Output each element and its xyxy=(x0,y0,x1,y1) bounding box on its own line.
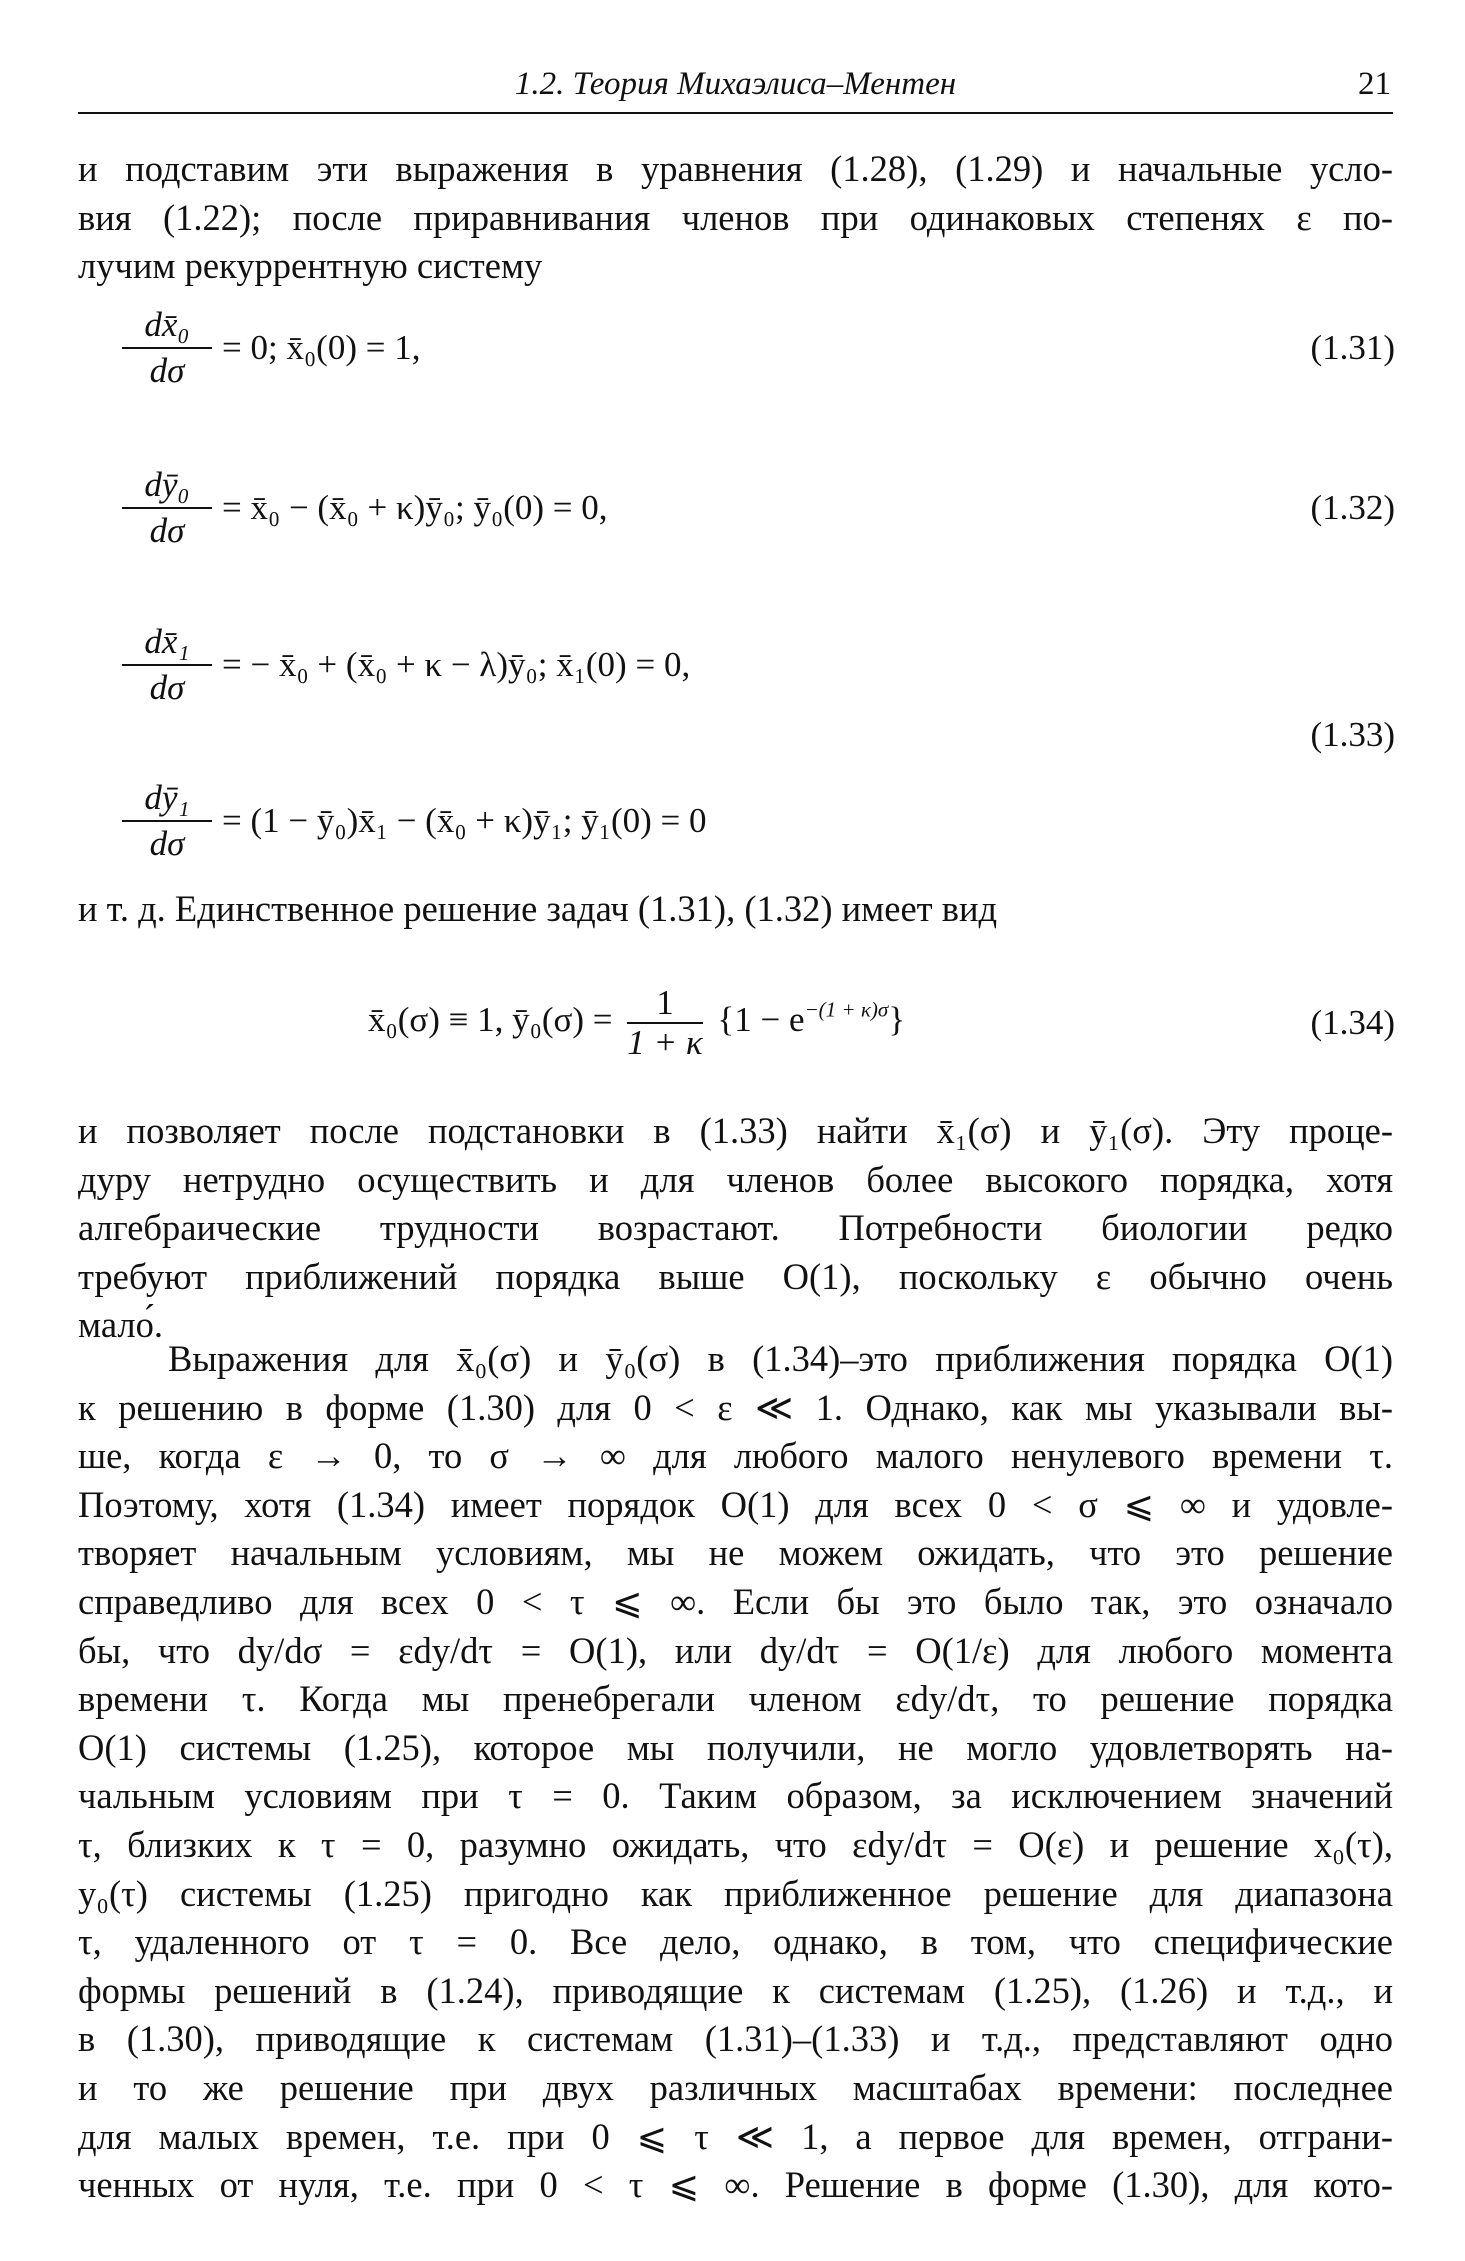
paragraph-solution-intro xyxy=(78,885,1393,934)
fraction-numerator: dx̄₀ xyxy=(144,305,190,344)
exponent: −(1 + κ)σ xyxy=(804,997,889,1022)
fraction-denominator: dσ xyxy=(149,824,185,863)
fraction xyxy=(122,465,212,551)
fraction-denominator: dσ xyxy=(149,351,185,390)
text-line: формы решений в (1.24), приводящие к системам (1.25), (1.26) и т.д., и xyxy=(78,1969,1393,2011)
text-line: и позволяет после подстановки в (1.33) найти x̄₁(σ) и ȳ₁(σ). Эту проце- xyxy=(78,1110,1393,1151)
equation-lhs: x̄₀(σ) ≡ 1, ȳ₀(σ) = xyxy=(368,1000,613,1040)
text-line: τ, удаленного от τ = 0. Все дело, однако, в том, что специфические xyxy=(78,1921,1393,1963)
text-line: Выражения для x̄₀(σ) и ȳ₀(σ) в (1.34)–это приближения порядка O(1) xyxy=(168,1338,1393,1379)
equation-number: (1.34) xyxy=(1310,1003,1395,1042)
running-title: 1.2. Теория Михаэлиса–Ментен xyxy=(514,66,957,102)
equation-1-33b xyxy=(100,778,1395,863)
text-line: к решению в форме (1.30) для 0 < ε ≪ 1. Однако, как мы указывали вы- xyxy=(78,1386,1393,1428)
equation-rhs: = x̄₀ − (x̄₀ + κ)ȳ₀; ȳ₀(0) = 0, xyxy=(222,488,608,527)
text-line: y₀(τ) системы (1.25) пригодно как приближенное решение для диапазона xyxy=(78,1872,1393,1914)
fraction-numerator: dx̄₁ xyxy=(144,622,190,661)
text-line: и то же решение при двух различных масштабах времени: последнее xyxy=(78,2066,1393,2108)
fraction-numerator: 1 xyxy=(656,983,674,1022)
equation-rhs: = − x̄₀ + (x̄₀ + κ − λ)ȳ₀; x̄₁(0) = 0, xyxy=(222,645,691,684)
paragraph-intro xyxy=(78,145,1393,291)
equation-1-33a xyxy=(100,622,1395,707)
text-line: вия (1.22); после приравнивания членов при одинаковых степенях ε по- xyxy=(78,196,1393,238)
equation-rhs: = (1 − ȳ₀)x̄₁ − (x̄₀ + κ)ȳ₁; ȳ₁(0) = 0 xyxy=(222,801,707,840)
text-line: и подставим эти выражения в уравнения (1.28), (1.29) и начальные усло- xyxy=(78,148,1393,189)
equation-body xyxy=(368,984,905,1062)
text-line: и т. д. Единственное решение задач (1.31), (1.32) имеет вид xyxy=(78,888,998,929)
paragraph-continuation xyxy=(78,1107,1393,1350)
equation-1-32 xyxy=(100,465,1395,550)
text-line: требуют приближений порядка выше O(1), поскольку ε обычно очень xyxy=(78,1255,1393,1297)
running-header xyxy=(78,62,1393,112)
text-line: τ, близких к τ = 0, разумно ожидать, что εdy/dτ = O(ε) и решение x₀(τ), xyxy=(78,1823,1393,1865)
equation-number: (1.33) xyxy=(1310,715,1395,754)
equation-1-33-label-row xyxy=(100,703,1395,763)
brace-expression: {1 − e xyxy=(717,1000,805,1040)
text-line: ченных от нуля, т.е. при 0 < τ ⩽ ∞. Решение в форме (1.30), для кото- xyxy=(78,2164,1393,2206)
page-number: 21 xyxy=(1358,66,1391,102)
text-line: справедливо для всех 0 < τ ⩽ ∞. Если бы это было так, это означало xyxy=(78,1580,1393,1622)
text-line: чальным условиям при τ = 0. Таким образом, за исключением значений xyxy=(78,1775,1393,1817)
text-line: мало́. xyxy=(78,1304,163,1346)
text-line: лучим рекуррентную систему xyxy=(78,245,543,287)
fraction-numerator: dȳ₀ xyxy=(144,465,190,504)
equation-number: (1.31) xyxy=(1310,328,1395,367)
fraction-denominator: 1 + κ xyxy=(627,1023,703,1062)
brace-close: } xyxy=(888,1000,906,1040)
equation-1-31 xyxy=(100,305,1395,390)
fraction-denominator: dσ xyxy=(149,511,185,550)
fraction xyxy=(122,778,212,864)
text-line: ше, когда ε → 0, то σ → ∞ для любого малого ненулевого времени τ. xyxy=(78,1435,1393,1477)
text-line: для малых времен, т.е. при 0 ⩽ τ ≪ 1, а первое для времен, отграни- xyxy=(78,2115,1393,2157)
equation-number: (1.32) xyxy=(1310,488,1395,527)
text-line: времени τ. Когда мы пренебрегали членом εdy/dτ, то решение порядка xyxy=(78,1678,1393,1720)
text-line: в (1.30), приводящие к системам (1.31)–(1.33) и т.д., представляют одно xyxy=(78,2018,1393,2060)
header-rule xyxy=(78,112,1393,114)
text-line: творяет начальным условиям, мы не можем ожидать, что это решение xyxy=(78,1532,1393,1574)
fraction xyxy=(122,305,212,391)
text-line: O(1) системы (1.25), которое мы получили, не могло удовлетворять на- xyxy=(78,1726,1393,1768)
paragraph-discussion xyxy=(78,1335,1393,2210)
equation-rhs: = 0; x̄₀(0) = 1, xyxy=(222,328,421,367)
text-line: алгебраические трудности возрастают. Потребности биологии редко xyxy=(78,1207,1393,1249)
fraction xyxy=(627,984,702,1062)
equation-1-34 xyxy=(100,970,1395,1070)
fraction-numerator: dȳ₁ xyxy=(144,778,190,817)
text-line: бы, что dy/dσ = εdy/dτ = O(1), или dy/dτ = O(1/ε) для любого момента xyxy=(78,1629,1393,1671)
text-line: дуру нетрудно осуществить и для членов более высокого порядка, хотя xyxy=(78,1158,1393,1200)
text-line: Поэтому, хотя (1.34) имеет порядок O(1) для всех 0 < σ ⩽ ∞ и удовле- xyxy=(78,1483,1393,1525)
fraction xyxy=(122,622,212,708)
fraction-denominator: dσ xyxy=(149,668,185,707)
